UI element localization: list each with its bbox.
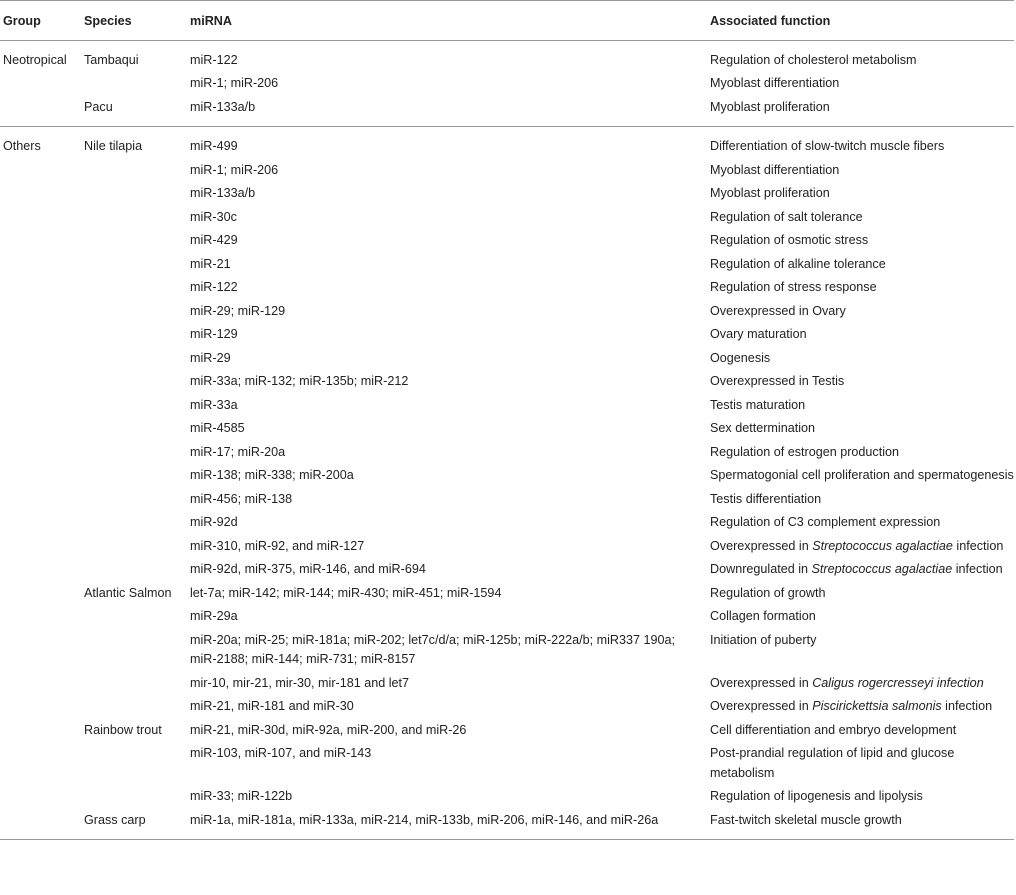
cell-group <box>0 325 80 349</box>
cell-group <box>0 208 80 232</box>
table-row <box>0 127 1014 161</box>
table-row <box>0 607 1014 631</box>
table-row <box>0 443 1014 467</box>
cell-function: Myoblast proliferation <box>710 99 830 114</box>
cell-species <box>80 255 186 279</box>
cell-function: Regulation of estrogen production <box>710 444 900 459</box>
cell-species: Grass carp <box>84 812 146 827</box>
table-row <box>0 631 1014 674</box>
cell-species <box>80 490 186 514</box>
cell-mirna: miR-133a/b <box>190 99 256 114</box>
cell-species <box>80 74 186 98</box>
table-row <box>0 513 1014 537</box>
cell-species: Nile tilapia <box>84 139 143 153</box>
cell-species <box>80 787 186 811</box>
cell-group <box>0 721 80 745</box>
function-text-pre: Downregulated in <box>710 562 812 576</box>
cell-group: Others <box>3 139 41 153</box>
cell-function: Regulation of C3 complement expression <box>710 515 941 529</box>
cell-species <box>80 697 186 721</box>
cell-mirna: miR-21, miR-30d, miR-92a, miR-200, and miR-26 <box>190 722 467 737</box>
table-row <box>0 811 1014 840</box>
table-row <box>0 744 1014 787</box>
cell-group <box>0 674 80 698</box>
header-group: Group <box>3 14 41 28</box>
cell-species <box>80 607 186 631</box>
cell-mirna: miR-1; miR-206 <box>190 162 279 177</box>
table-row <box>0 584 1014 608</box>
cell-function: Regulation of cholesterol metabolism <box>710 52 917 67</box>
table-row <box>0 161 1014 185</box>
cell-group <box>0 787 80 811</box>
cell-group <box>0 161 80 185</box>
cell-mirna: miR-129 <box>190 327 238 341</box>
cell-mirna: miR-92d <box>190 515 238 529</box>
cell-mirna: miR-1; miR-206 <box>190 76 279 90</box>
table-header <box>0 1 1014 41</box>
cell-species <box>80 537 186 561</box>
table-row <box>0 302 1014 326</box>
cell-group <box>0 443 80 467</box>
cell-function: Regulation of osmotic stress <box>710 233 869 247</box>
cell-group <box>0 607 80 631</box>
cell-species <box>80 744 186 787</box>
table-row <box>0 278 1014 302</box>
cell-species <box>80 560 186 584</box>
table-row <box>0 490 1014 514</box>
cell-function: Fast-twitch skeletal muscle growth <box>710 812 902 827</box>
cell-function: Initiation of puberty <box>710 632 817 647</box>
header-mirna: miRNA <box>190 14 232 28</box>
cell-function: Ovary maturation <box>710 327 807 341</box>
cell-group <box>0 584 80 608</box>
cell-function: Myoblast differentiation <box>710 76 840 90</box>
cell-mirna: miR-29a <box>190 609 238 623</box>
cell-mirna: mir-10, mir-21, mir-30, mir-181 and let7 <box>190 675 410 690</box>
cell-function: Regulation of salt tolerance <box>710 209 863 224</box>
cell-species: Rainbow trout <box>84 722 162 737</box>
cell-group <box>0 278 80 302</box>
cell-mirna: miR-33a <box>190 397 238 412</box>
cell-mirna: miR-310, miR-92, and miR-127 <box>190 538 365 553</box>
table-row <box>0 255 1014 279</box>
cell-species <box>80 161 186 185</box>
cell-species <box>80 396 186 420</box>
cell-species <box>80 208 186 232</box>
cell-function <box>703 537 1014 561</box>
cell-function <box>703 560 1014 584</box>
cell-group <box>0 231 80 255</box>
cell-mirna: miR-138; miR-338; miR-200a <box>190 468 354 482</box>
cell-mirna: miR-30c <box>190 209 237 224</box>
cell-function: Regulation of lipogenesis and lipolysis <box>710 789 923 803</box>
cell-mirna: miR-499 <box>190 139 238 153</box>
table-row <box>0 396 1014 420</box>
cell-species: Atlantic Salmon <box>84 585 172 600</box>
cell-group <box>0 396 80 420</box>
cell-function: Overexpressed in Ovary <box>710 303 846 318</box>
cell-group <box>0 697 80 721</box>
table-row <box>0 537 1014 561</box>
cell-group <box>0 560 80 584</box>
cell-mirna: miR-133a/b <box>190 186 256 200</box>
cell-group <box>0 513 80 537</box>
cell-group <box>0 74 80 98</box>
table-row <box>0 466 1014 490</box>
cell-group <box>0 811 80 840</box>
cell-species <box>80 674 186 698</box>
cell-group <box>0 631 80 674</box>
cell-species <box>80 513 186 537</box>
cell-group <box>0 349 80 373</box>
cell-function: Cell differentiation and embryo development <box>710 722 957 737</box>
cell-function: Differentiation of slow-twitch muscle fibers <box>710 139 945 153</box>
cell-function: Myoblast differentiation <box>710 162 840 177</box>
cell-mirna: miR-456; miR-138 <box>190 491 293 506</box>
cell-species <box>80 631 186 674</box>
cell-group: Neotropical <box>3 52 67 67</box>
cell-species <box>80 349 186 373</box>
table-row <box>0 721 1014 745</box>
cell-group <box>0 372 80 396</box>
table-row <box>0 697 1014 721</box>
table-row <box>0 560 1014 584</box>
cell-mirna: miR-20a; miR-25; miR-181a; miR-202; let7c/d/a; miR-125b; miR-222a/b; miR337 190a; miR-2188; miR-144; miR-731; miR-8157 <box>190 632 676 666</box>
cell-function: Overexpressed in Testis <box>710 374 845 388</box>
cell-species <box>80 278 186 302</box>
table-row <box>0 184 1014 208</box>
cell-species <box>80 372 186 396</box>
cell-mirna: miR-33; miR-122b <box>190 789 293 803</box>
cell-mirna: miR-122 <box>190 280 238 294</box>
cell-group <box>0 744 80 787</box>
cell-function: Sex dettermination <box>710 421 816 435</box>
function-text-post: infection <box>941 699 993 713</box>
function-species-name: Caligus rogercresseyi infection <box>812 675 984 690</box>
table-row <box>0 419 1014 443</box>
function-species-name: Streptococcus agalactiae <box>812 538 953 553</box>
cell-mirna: miR-33a; miR-132; miR-135b; miR-212 <box>190 374 409 388</box>
cell-mirna: let-7a; miR-142; miR-144; miR-430; miR-451; miR-1594 <box>190 585 502 600</box>
cell-species <box>80 231 186 255</box>
cell-group <box>0 255 80 279</box>
cell-species <box>80 443 186 467</box>
cell-mirna: miR-4585 <box>190 421 245 435</box>
cell-function: Testis differentiation <box>710 491 822 506</box>
cell-function: Collagen formation <box>710 609 816 623</box>
cell-function: Regulation of stress response <box>710 280 877 294</box>
table-row <box>0 231 1014 255</box>
function-text-post: infection <box>952 562 1003 576</box>
table-row <box>0 372 1014 396</box>
function-species-name: Streptococcus agalactiae <box>811 562 953 576</box>
cell-group <box>0 184 80 208</box>
cell-function: Regulation of alkaline tolerance <box>710 256 886 271</box>
table-row <box>0 787 1014 811</box>
cell-function: Oogenesis <box>710 350 771 365</box>
cell-mirna: miR-21 <box>190 256 231 271</box>
header-function: Associated function <box>710 14 831 28</box>
cell-mirna: miR-29; miR-129 <box>190 303 286 318</box>
cell-function: Testis maturation <box>710 397 806 412</box>
cell-mirna: miR-29 <box>190 350 231 365</box>
cell-species: Tambaqui <box>84 52 139 67</box>
cell-species <box>80 325 186 349</box>
cell-species <box>80 302 186 326</box>
cell-group <box>0 537 80 561</box>
cell-species <box>80 184 186 208</box>
cell-function: Spermatogonial cell proliferation and spermatogenesis <box>710 468 1014 482</box>
cell-function: Regulation of growth <box>710 585 826 600</box>
cell-mirna: miR-429 <box>190 233 238 247</box>
cell-species <box>80 466 186 490</box>
function-text-post: infection <box>952 538 1004 553</box>
cell-group <box>0 466 80 490</box>
cell-mirna: miR-103, miR-107, and miR-143 <box>190 746 372 760</box>
table-row <box>0 40 1014 74</box>
table-row <box>0 674 1014 698</box>
table-body <box>0 40 1014 840</box>
cell-mirna: miR-21, miR-181 and miR-30 <box>190 699 354 713</box>
cell-function <box>703 697 1014 721</box>
table-row <box>0 98 1014 127</box>
cell-group <box>0 419 80 443</box>
cell-species <box>80 419 186 443</box>
table-row <box>0 74 1014 98</box>
cell-mirna: miR-92d, miR-375, miR-146, and miR-694 <box>190 562 426 576</box>
function-species-name: Piscirickettsia salmonis <box>812 699 942 713</box>
cell-species: Pacu <box>84 99 113 114</box>
function-text-pre: Overexpressed in <box>710 699 813 713</box>
cell-group <box>0 98 80 127</box>
table-row <box>0 208 1014 232</box>
header-row <box>0 1 1014 41</box>
table-row <box>0 349 1014 373</box>
cell-group <box>0 490 80 514</box>
cell-mirna: miR-122 <box>190 52 238 67</box>
cell-group <box>0 302 80 326</box>
function-text-pre: Overexpressed in <box>710 675 813 690</box>
cell-function: Myoblast proliferation <box>710 186 830 200</box>
cell-mirna: miR-1a, miR-181a, miR-133a, miR-214, miR-133b, miR-206, miR-146, and miR-26a <box>190 812 659 827</box>
cell-function: Post-prandial regulation of lipid and glucose metabolism <box>710 746 955 780</box>
cell-function <box>703 674 1014 698</box>
table-row <box>0 325 1014 349</box>
header-species: Species <box>84 14 132 28</box>
cell-mirna: miR-17; miR-20a <box>190 444 286 459</box>
function-text-pre: Overexpressed in <box>710 538 813 553</box>
